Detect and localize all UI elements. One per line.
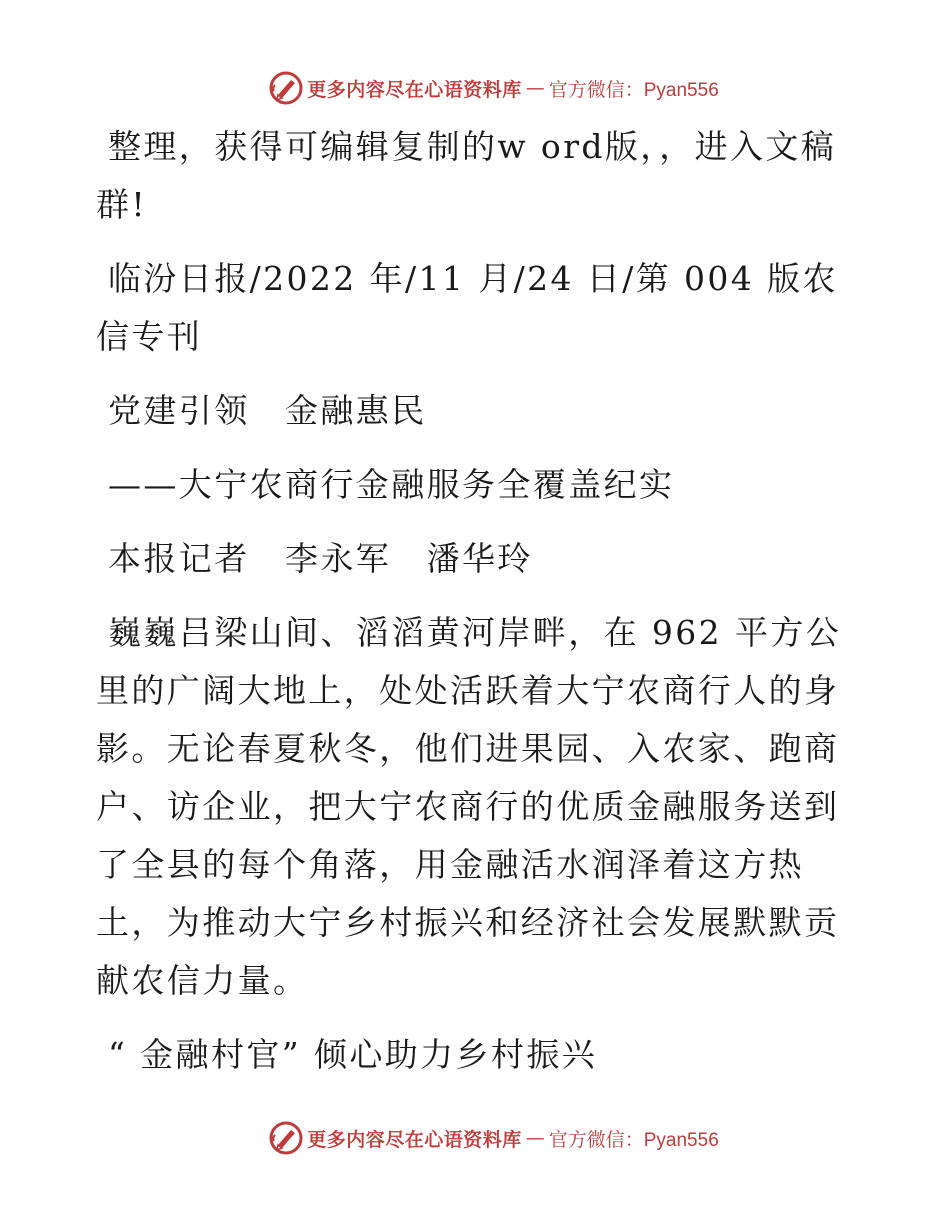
document-body <box>96 118 856 1100</box>
pen-logo-icon <box>269 1121 303 1155</box>
footer-banner-inner <box>269 1121 719 1155</box>
footer-banner-text: 更多内容尽在心语资料库 <box>307 1128 522 1151</box>
header-banner-text: 更多内容尽在心语资料库 <box>307 78 522 101</box>
header-banner-contact: 官方微信：Pyan556 <box>548 79 719 101</box>
section-heading: “ 金融村官” 倾心助力乡村振兴 <box>108 1035 598 1074</box>
source-line: 临汾日报/2022 年/11 月/24 日/第 004 版农信专刊 <box>96 259 838 356</box>
article-subtitle: ——大宁农商行金融服务全覆盖纪实 <box>108 465 675 504</box>
header-banner-separator: — <box>525 77 545 99</box>
header-banner-inner <box>269 71 719 105</box>
intro-paragraph: 整理，获得可编辑复制的w ord版，，进入文稿群! <box>96 127 837 224</box>
article-title: 党建引领 金融惠民 <box>108 391 427 430</box>
pen-logo-icon <box>269 71 303 105</box>
body-paragraph: 巍巍吕梁山间、滔滔黄河岸畔，在 962 平方公里的广阔大地上，处处活跃着大宁农商行人的身影。无论春夏秋冬，他们进果园、入农家、跑商户、访企业，把大宁农商行的优质金融服务送到了全县的每个角落，用金融活水润泽着这方热土，为推动大宁乡村振兴和经济社会发展默默贡献农信力量。 <box>96 613 842 1000</box>
footer-banner-separator: — <box>525 1127 545 1149</box>
footer-banner-contact: 官方微信：Pyan556 <box>548 1129 719 1151</box>
footer-banner <box>0 1118 950 1158</box>
header-banner <box>0 68 950 108</box>
byline: 本报记者 李永军 潘华玲 <box>108 539 533 578</box>
